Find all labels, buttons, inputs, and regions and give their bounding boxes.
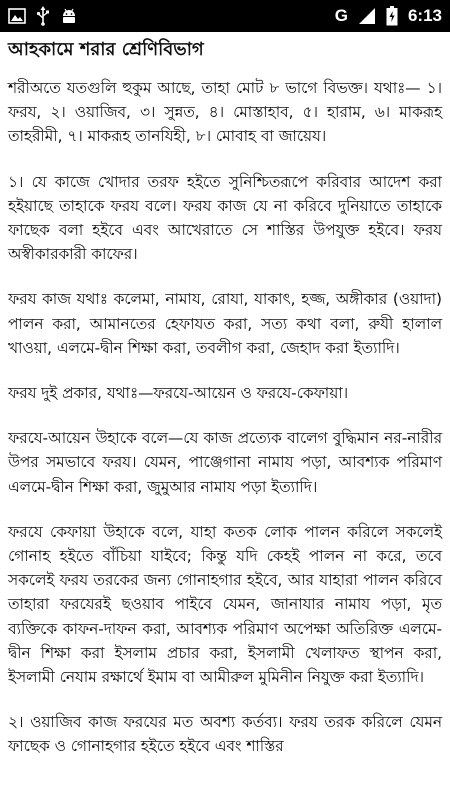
article-paragraph: ফরয কাজ যথাঃ কলেমা, নামায, রোযা, যাকাৎ, হজ্জ, অঙ্গীকার (ওয়াদা) পালন করা, আমানতের হেফাযত করা, সত্য কথা বলা, রুযী হালাল খাওয়া, এলমে-দ্বীন শিক্ষা করা, তবলীগ করা, জেহাদ করা ইত্যাদি।	[8, 290, 442, 357]
article-paragraph: ফরযে-আয়েন উহাকে বলে—যে কাজ প্রত্যেক বালেগ বুদ্ধিমান নর-নারীর উপর সমভাবে ফরয। যেমন, পাঞ্জেগানা নামায পড়া, আবশ্যক পরিমাণ এলমে-দ্বীন শিক্ষা করা, জুমুআর নামায পড়া ইত্যাদি।	[8, 429, 442, 496]
usb-icon	[36, 6, 50, 26]
article-content	[0, 32, 450, 759]
article-paragraph: ফরযে কেফায়া উহাকে বলে, যাহা কতক লোক পালন করিলে সকলেই গোনাহ হইতে বাঁচিয়া যাইবে; কিন্তু যদি কেহই পালন না করে, তবে সকলেই ফরয তরকের জন্য গোনাহগার হইবে, আর যাহারা পালন করিবে তাহারা ফরযেরই ছওয়াব পাইবে যেমন, জানাযার নামায পড়া, মৃত ব্যক্তিকে কাফন-দাফন করা, আবশ্যক পরিমাণ অপেক্ষা অতিরিক্ত এলমে-দ্বীন শিক্ষা করা ইসলাম প্রচার করা, ইসলামী খেলাফত স্থাপন করা, ইসলামী নেযাম রক্ষার্থে ইমাম বা আমীরুল মুমিনীন নিযুক্ত করা ইত্যাদি।	[8, 522, 442, 687]
battery-icon	[386, 6, 398, 26]
status-bar	[0, 0, 450, 32]
article-title: আহকামে শরার শ্রেণিবিভাগ	[8, 39, 204, 60]
article-paragraph: ১। যে কাজে খোদার তরফ হইতে সুনিশ্চিতরূপে করিবার আদেশ করা হইয়াছে তাহাকে ফরয বলে। ফরয কাজ যে না করিবে দুনিয়াতে তাহাকে ফাছেক বলা হইবে এবং আখেরাতে সে শাস্তির উপযুক্ত হইবে। ফরয অস্বীকারকারী কাফের।	[8, 172, 442, 264]
network-type-label: G	[334, 6, 348, 25]
article-paragraph: ফরয দুই প্রকার, যথাঃ—ফরযে-আয়েন ও ফরযে-কেফায়া।	[8, 384, 349, 403]
image-icon	[8, 8, 26, 24]
signal-icon	[358, 7, 376, 25]
clock: 6:13	[407, 6, 442, 25]
article-paragraph: শরীঅতে যতগুলি হুকুম আছে, তাহা মোট ৮ ভাগে বিভক্ত। যথাঃ— ১। ফরয, ২। ওয়াজিব, ৩। সুন্নত, ৪। মোস্তাহাব, ৫। হারাম, ৬। মাকরূহ তাহরীমী, ৭। মাকরূহ তানযিহী, ৮। মোবাহ বা জায়েয।	[8, 79, 442, 146]
status-bar-right	[335, 6, 442, 26]
article-paragraph: ২। ওয়াজিব কাজ ফরযের মত অবশ্য কর্তব্য। ফরয তরক করিলে যেমন ফাছেক ও গোনাহগার হইতে হইবে এবং শাস্তির	[8, 713, 442, 756]
android-icon	[60, 7, 78, 25]
status-bar-left	[8, 6, 78, 26]
